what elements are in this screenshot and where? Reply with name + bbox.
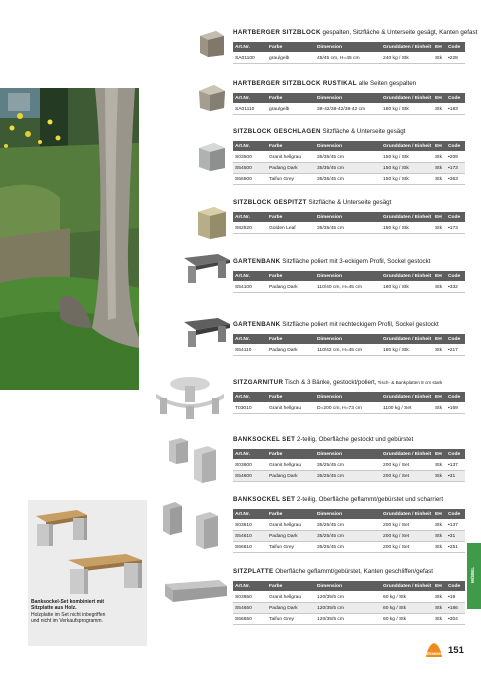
product-description: Sitzfläche & Unterseite gesägt	[306, 199, 392, 206]
column-header: Code	[446, 93, 465, 104]
column-header: EH	[433, 42, 446, 53]
column-header: Farbe	[267, 334, 315, 345]
column-header: Art.Nr.	[233, 449, 267, 460]
table-cell: Granit hellgrau	[267, 460, 315, 471]
product-name: SITZBLOCK GESPITZT	[233, 199, 307, 206]
table-row	[233, 223, 465, 234]
product-name: BANKSOCKEL SET	[233, 496, 296, 503]
table-cell: Stk	[433, 104, 446, 115]
table-row	[233, 603, 465, 614]
page-number: 151	[448, 645, 464, 656]
column-header: EH	[433, 93, 446, 104]
table-cell: Stk	[433, 282, 446, 293]
table-cell: SA01110	[233, 104, 267, 115]
column-header: Farbe	[267, 509, 315, 520]
table-cell: S66500	[233, 174, 267, 185]
product-section	[233, 436, 465, 482]
column-header: Dimension	[315, 581, 381, 592]
column-header: Farbe	[267, 449, 315, 460]
table-cell: 60 kg / Stk	[381, 603, 433, 614]
spec-table	[233, 334, 465, 356]
column-header: Farbe	[267, 581, 315, 592]
table-cell: 150 kg / Stk	[381, 163, 433, 174]
column-header: Art.Nr.	[233, 93, 267, 104]
table-cell: 35/35/45 cm	[315, 163, 381, 174]
column-header: Art.Nr.	[233, 42, 267, 53]
table-cell: Granit hellgrau	[267, 520, 315, 531]
product-section	[233, 496, 465, 553]
sitzgarnitur-image	[150, 372, 228, 420]
table-cell: 35/25/45 cm	[315, 542, 381, 553]
table-cell: ▪228	[446, 53, 465, 64]
table-cell: Stk	[433, 531, 446, 542]
column-header: Art.Nr.	[233, 392, 267, 403]
table-cell: Stk	[433, 520, 446, 531]
column-header: Art.Nr.	[233, 581, 267, 592]
table-cell: S54610	[233, 531, 267, 542]
table-cell: ▪209	[446, 152, 465, 163]
table-cell: Padang Dark	[267, 345, 315, 356]
column-header: EH	[433, 212, 446, 223]
table-row	[233, 403, 465, 414]
banksockel-geflammt-image	[160, 500, 222, 550]
table-cell: ▪217	[446, 345, 465, 356]
sitzblock-geschlagen-image	[197, 140, 227, 172]
spec-table	[233, 212, 465, 234]
product-name: SITZGARNITUR	[233, 379, 284, 386]
table-header-row	[233, 271, 465, 282]
spec-table	[233, 93, 465, 115]
column-header: Art.Nr.	[233, 212, 267, 223]
column-header: Code	[446, 271, 465, 282]
column-header: Dimension	[315, 271, 381, 282]
table-cell: Granit hellgrau	[267, 152, 315, 163]
table-cell: 200 kg / Set	[381, 471, 433, 482]
column-header: Art.Nr.	[233, 271, 267, 282]
table-cell: Padang Dark	[267, 603, 315, 614]
gartenbank-rechteckig-image	[182, 316, 232, 350]
product-description: alle Seiten gespalten	[356, 80, 417, 87]
table-cell: 120/35/5 cm	[315, 592, 381, 603]
product-name: GARTENBANK	[233, 258, 281, 265]
column-header: Farbe	[267, 392, 315, 403]
table-cell: ▪31	[446, 531, 465, 542]
gartenbank-dreieckig-image	[182, 252, 232, 286]
column-header: Farbe	[267, 271, 315, 282]
table-cell: S66650	[233, 614, 267, 625]
table-cell: Stk	[433, 471, 446, 482]
table-cell: ▪137	[446, 460, 465, 471]
column-header: EH	[433, 581, 446, 592]
section-heading	[233, 258, 465, 266]
table-cell: 110/40 cm, H=45 cm	[315, 282, 381, 293]
table-header-row	[233, 449, 465, 460]
caption-bold-1: Banksockel-Set kombiniert mit	[31, 599, 105, 605]
table-cell: Taifun Grey	[267, 542, 315, 553]
table-cell: 35/25/45 cm	[315, 471, 381, 482]
table-cell: 200 kg / Set	[381, 542, 433, 553]
table-cell: 45/45 cm, H=45 cm	[315, 53, 381, 64]
spec-table	[233, 42, 465, 64]
table-cell: 150 kg / Stk	[381, 223, 433, 234]
column-header: Grunddaten / Einheit	[381, 271, 433, 282]
column-header: Dimension	[315, 93, 381, 104]
column-header: Grunddaten / Einheit	[381, 509, 433, 520]
product-name: GARTENBANK	[233, 321, 281, 328]
table-row	[233, 520, 465, 531]
table-cell: 200 kg / Set	[381, 520, 433, 531]
column-header: Code	[446, 334, 465, 345]
table-cell: S03650	[233, 592, 267, 603]
category-tab	[467, 543, 481, 609]
table-cell: Taifun Grey	[267, 614, 315, 625]
table-cell: Stk	[433, 403, 446, 414]
section-heading	[233, 199, 465, 207]
table-cell: ▪251	[446, 542, 465, 553]
table-cell: ▪19	[446, 592, 465, 603]
table-cell: 38-42/38-42/38-42 cm	[315, 104, 381, 115]
product-name: HARTBERGER SITZBLOCK RUSTIKAL	[233, 80, 357, 87]
table-cell: S03610	[233, 520, 267, 531]
table-cell: Granit hellgrau	[267, 592, 315, 603]
product-description: Oberfläche geflammt/gebürstet, Kanten geschliffen/gefast	[273, 568, 433, 575]
table-row	[233, 460, 465, 471]
table-cell: ▪186	[446, 603, 465, 614]
spec-table	[233, 581, 465, 625]
table-cell: 120/35/5 cm	[315, 614, 381, 625]
product-section	[233, 568, 465, 625]
table-row	[233, 614, 465, 625]
table-header-row	[233, 509, 465, 520]
table-row	[233, 282, 465, 293]
table-cell: 35/25/45 cm	[315, 531, 381, 542]
column-header: EH	[433, 449, 446, 460]
table-cell: 200 kg / Set	[381, 460, 433, 471]
product-section	[233, 128, 465, 185]
column-header: Art.Nr.	[233, 509, 267, 520]
holzbank-image-1	[33, 508, 91, 552]
sidebox-caption	[31, 599, 145, 625]
table-cell: T03010	[233, 403, 267, 414]
table-cell: 150 kg / Stk	[381, 174, 433, 185]
table-cell: Stk	[433, 163, 446, 174]
column-header: Grunddaten / Einheit	[381, 449, 433, 460]
table-cell: Stk	[433, 460, 446, 471]
table-cell: Stk	[433, 592, 446, 603]
table-cell: ▪173	[446, 223, 465, 234]
table-row	[233, 345, 465, 356]
table-header-row	[233, 334, 465, 345]
caption-bold-2: Sitzplatte aus Holz.	[31, 605, 77, 612]
product-section	[233, 29, 478, 64]
table-cell: S54600	[233, 471, 267, 482]
column-header: Farbe	[267, 93, 315, 104]
garden-photo	[0, 88, 139, 390]
column-header: Grunddaten / Einheit	[381, 141, 433, 152]
column-header: Code	[446, 141, 465, 152]
table-cell: S82520	[233, 223, 267, 234]
table-cell: S03600	[233, 460, 267, 471]
holzbank-image-2	[64, 552, 146, 598]
table-cell: SA01100	[233, 53, 267, 64]
table-cell: S54500	[233, 163, 267, 174]
table-cell: grau/gelb	[267, 104, 315, 115]
table-row	[233, 531, 465, 542]
table-cell: Stk	[433, 174, 446, 185]
table-cell: ▪304	[446, 614, 465, 625]
table-cell: ▪363	[446, 174, 465, 185]
column-header: Grunddaten / Einheit	[381, 334, 433, 345]
table-cell: 35/35/45 cm	[315, 152, 381, 163]
spec-table	[233, 271, 465, 293]
section-heading	[233, 568, 465, 576]
table-cell: 200 kg / Set	[381, 531, 433, 542]
sitzblock-rustikal-image	[197, 82, 227, 112]
product-description: Tisch & 3 Bänke, gestockt/poliert,	[283, 379, 377, 386]
product-description: gespalten, Sitzfläche & Unterseite gesägt, Kanten gefast	[320, 29, 478, 36]
column-header: Code	[446, 509, 465, 520]
product-section	[233, 258, 465, 293]
table-header-row	[233, 141, 465, 152]
table-cell: 60 kg / Stk	[381, 592, 433, 603]
table-cell: Golden Leaf	[267, 223, 315, 234]
product-section	[233, 379, 465, 414]
table-cell: Stk	[433, 152, 446, 163]
column-header: Code	[446, 42, 465, 53]
table-cell: Stk	[433, 603, 446, 614]
table-cell: Taifun Grey	[267, 174, 315, 185]
column-header: Art.Nr.	[233, 334, 267, 345]
table-cell: Stk	[433, 223, 446, 234]
table-header-row	[233, 392, 465, 403]
column-header: Farbe	[267, 141, 315, 152]
column-header: EH	[433, 271, 446, 282]
table-cell: Stk	[433, 542, 446, 553]
section-heading	[233, 29, 478, 37]
column-header: Dimension	[315, 392, 381, 403]
product-description-small: Tisch- & Bankplatten 8 cm stark	[376, 380, 443, 385]
column-header: Farbe	[267, 212, 315, 223]
table-cell: S03500	[233, 152, 267, 163]
table-cell: S54100	[233, 282, 267, 293]
table-cell: ▪183	[446, 104, 465, 115]
table-cell: Stk	[433, 53, 446, 64]
table-row	[233, 152, 465, 163]
column-header: EH	[433, 334, 446, 345]
column-header: Dimension	[315, 334, 381, 345]
product-name: SITZBLOCK GESCHLAGEN	[233, 128, 321, 135]
section-heading	[233, 80, 465, 88]
table-header-row	[233, 93, 465, 104]
table-row	[233, 163, 465, 174]
table-cell: 60 kg / Stk	[381, 614, 433, 625]
table-cell: 110/42 cm, H=45 cm	[315, 345, 381, 356]
column-header: Art.Nr.	[233, 141, 267, 152]
column-header: EH	[433, 392, 446, 403]
table-cell: 35/25/45 cm	[315, 460, 381, 471]
column-header: Grunddaten / Einheit	[381, 212, 433, 223]
table-cell: 180 kg / Stk	[381, 104, 433, 115]
product-description: Sitzfläche poliert mit rechteckigem Profil, Sockel gestockt	[280, 321, 439, 328]
table-cell: 35/25/45 cm	[315, 520, 381, 531]
column-header: Dimension	[315, 141, 381, 152]
logo-text: Strasser	[425, 651, 443, 656]
product-section	[233, 199, 465, 234]
spec-table	[233, 141, 465, 185]
table-cell: ▪332	[446, 282, 465, 293]
table-cell: 35/35/45 cm	[315, 174, 381, 185]
table-cell: 1100 kg / Set	[381, 403, 433, 414]
column-header: Dimension	[315, 449, 381, 460]
table-cell: ▪173	[446, 163, 465, 174]
section-heading	[233, 496, 465, 504]
product-section	[233, 80, 465, 115]
table-cell: S66610	[233, 542, 267, 553]
table-cell: Padang Dark	[267, 282, 315, 293]
strasser-logo	[424, 641, 444, 659]
column-header: Code	[446, 581, 465, 592]
table-cell: 35/35/45 cm	[315, 223, 381, 234]
product-description: Sitzfläche & Unterseite gesägt	[320, 128, 406, 135]
table-cell: 180 kg / Stk	[381, 345, 433, 356]
product-description: Sitzfläche poliert mit 3-eckigem Profil, Sockel gestockt	[280, 258, 431, 265]
product-description: 2-teilig, Oberfläche gestockt und gebürstet	[295, 436, 414, 443]
column-header: Dimension	[315, 509, 381, 520]
section-heading	[233, 436, 465, 444]
table-cell: 120/35/5 cm	[315, 603, 381, 614]
table-cell: S54650	[233, 603, 267, 614]
product-section	[233, 321, 465, 356]
section-heading	[233, 128, 465, 136]
table-cell: grau/gelb	[267, 53, 315, 64]
table-row	[233, 471, 465, 482]
table-cell: Stk	[433, 345, 446, 356]
table-header-row	[233, 581, 465, 592]
column-header: EH	[433, 509, 446, 520]
product-name: BANKSOCKEL SET	[233, 436, 296, 443]
column-header: EH	[433, 141, 446, 152]
table-cell: 240 kg / Stk	[381, 53, 433, 64]
banksockel-gestockt-image	[166, 436, 224, 484]
table-cell: Padang Dark	[267, 531, 315, 542]
table-cell: Padang Dark	[267, 471, 315, 482]
table-cell: Granit hellgrau	[267, 403, 315, 414]
table-row	[233, 104, 465, 115]
column-header: Grunddaten / Einheit	[381, 93, 433, 104]
table-row	[233, 542, 465, 553]
sitzblock-gespitzt-image	[196, 204, 228, 240]
product-name: SITZPLATTE	[233, 568, 274, 575]
caption-line-2: und nicht im Verkaufsprogramm.	[31, 618, 103, 625]
table-cell: ▪31	[446, 471, 465, 482]
table-row	[233, 592, 465, 603]
table-cell: D=200 cm, H=73 cm	[315, 403, 381, 414]
spec-table	[233, 392, 465, 414]
column-header: Code	[446, 392, 465, 403]
column-header: Grunddaten / Einheit	[381, 581, 433, 592]
table-cell: Padang Dark	[267, 163, 315, 174]
spec-table	[233, 449, 465, 482]
table-cell: Stk	[433, 614, 446, 625]
column-header: Dimension	[315, 212, 381, 223]
product-name: HARTBERGER SITZBLOCK	[233, 29, 321, 36]
table-cell: 180 kg / Stk	[381, 282, 433, 293]
column-header: Code	[446, 449, 465, 460]
column-header: Grunddaten / Einheit	[381, 42, 433, 53]
sitzblock-gespalten-image	[197, 28, 227, 58]
category-tab-label: MÖBEL	[470, 567, 475, 583]
table-row	[233, 53, 465, 64]
section-heading	[233, 379, 465, 387]
table-cell: S54110	[233, 345, 267, 356]
banksockel-holz-box	[28, 500, 147, 646]
table-cell: ▪137	[446, 520, 465, 531]
table-cell: 150 kg / Stk	[381, 152, 433, 163]
section-heading	[233, 321, 465, 329]
column-header: Farbe	[267, 42, 315, 53]
table-header-row	[233, 42, 465, 53]
table-cell: ▪169	[446, 403, 465, 414]
table-header-row	[233, 212, 465, 223]
sitzplatte-image	[163, 578, 229, 608]
column-header: Dimension	[315, 42, 381, 53]
column-header: Grunddaten / Einheit	[381, 392, 433, 403]
table-row	[233, 174, 465, 185]
product-description: 2-teilig, Oberfläche geflammt/gebürstet und scharriert	[295, 496, 444, 503]
column-header: Code	[446, 212, 465, 223]
caption-line-1: Holzplatte im Set nicht inbegriffen	[31, 611, 106, 618]
spec-table	[233, 509, 465, 553]
